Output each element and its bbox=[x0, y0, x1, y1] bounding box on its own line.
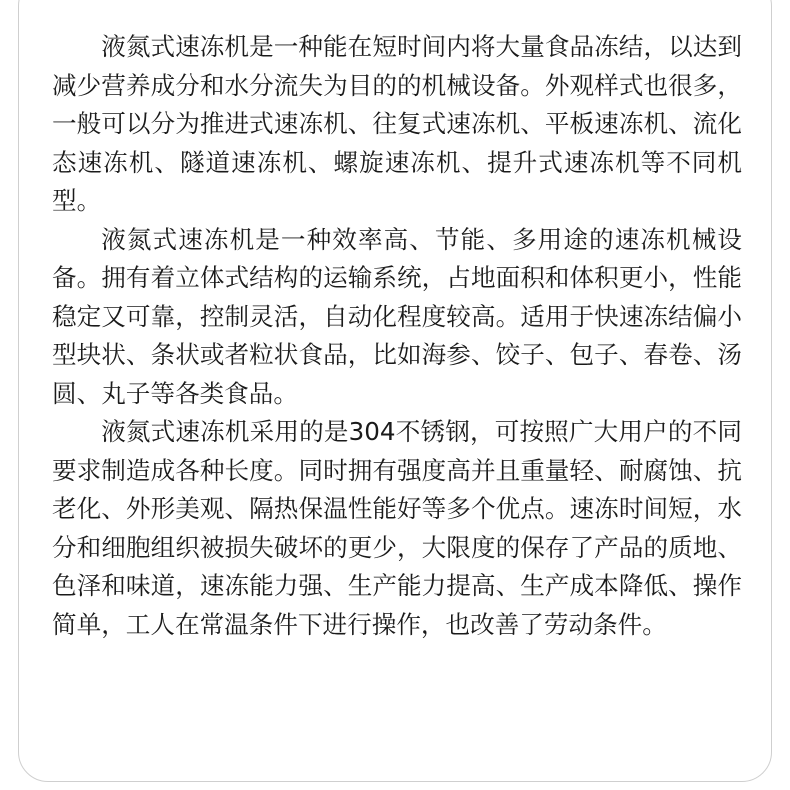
paragraph-intro: 液氮式速冻机是一种能在短时间内将大量食品冻结，以达到减少营养成分和水分流失为目的的机械设备。外观样式也很多，一般可以分为推进式速冻机、往复式速冻机、平板速冻机、流化态速冻机、隧道速冻机、螺旋速冻机、提升式速冻机等不同机型。 bbox=[52, 32, 742, 215]
paragraph-features: 液氮式速冻机是一种效率高、节能、多用途的速冻机械设备。拥有着立体式结构的运输系统，占地面积和体积更小，性能稳定又可靠，控制灵活，自动化程度较高。适用于快速冻结偏小型块状、条状或者粒状食品，比如海参、饺子、包子、春卷、汤圆、丸子等各类食品。 bbox=[52, 224, 742, 408]
paragraph-materials: 液氮式速冻机采用的是304不锈钢，可按照广大用户的不同要求制造成各种长度。同时拥有强度高并且重量轻、耐腐蚀、抗老化、外形美观、隔热保温性能好等多个优点。速冻时间短，水分和细胞组织被损失破坏的更少，大限度的保存了产品的质地、色泽和味道，速冻能力强、生产能力提高、生产成本降低、操作简单，工人在常温条件下进行操作，也改善了劳动条件。 bbox=[52, 417, 742, 639]
article-body bbox=[52, 28, 742, 644]
